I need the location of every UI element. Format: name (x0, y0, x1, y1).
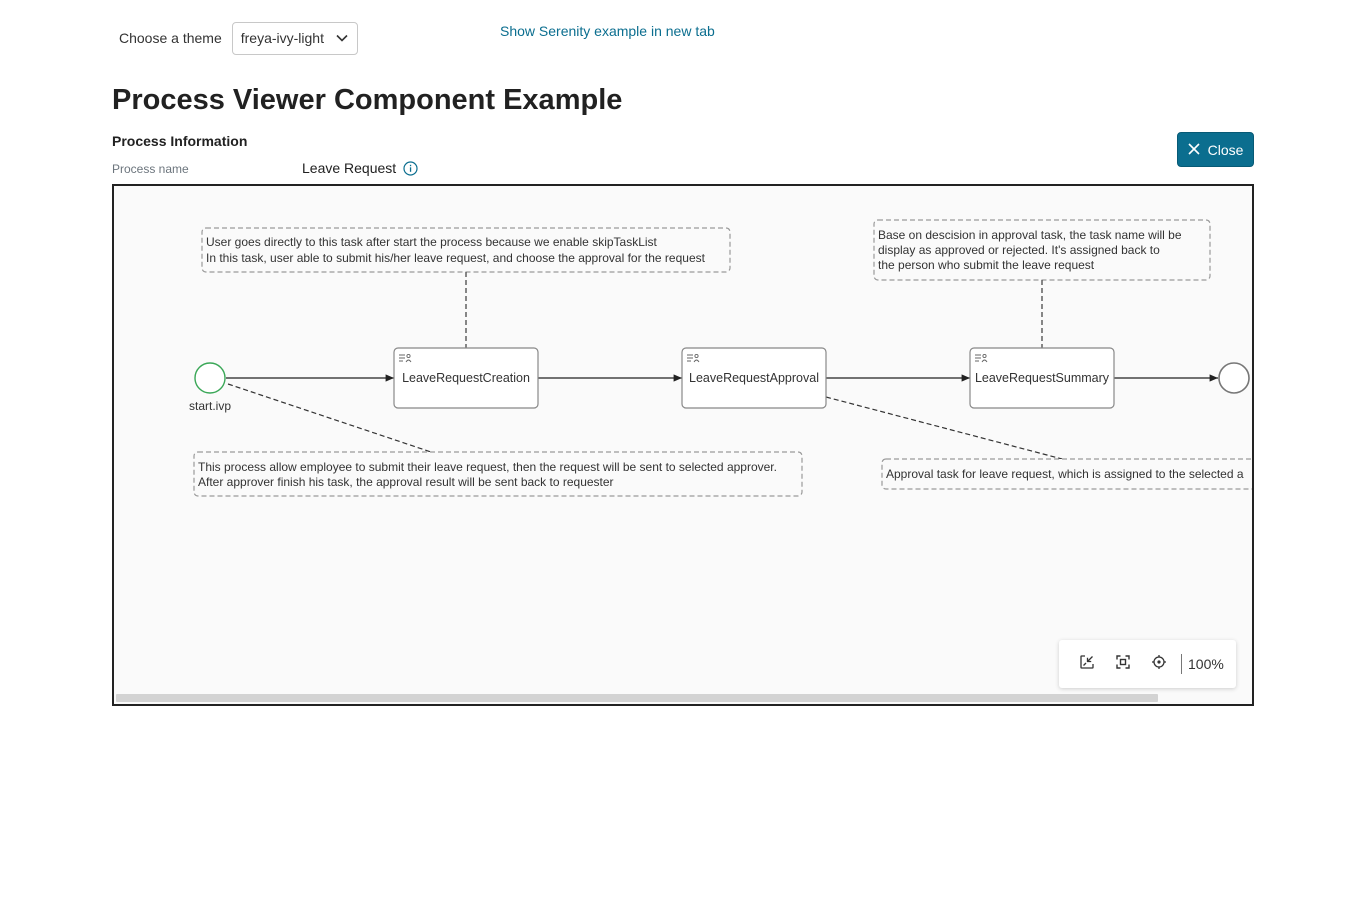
task-leave-request-approval[interactable] (682, 348, 826, 408)
zoom-toolbar (1059, 640, 1236, 688)
serenity-example-link[interactable]: Show Serenity example in new tab (500, 23, 715, 39)
process-info-title: Process Information (112, 133, 248, 149)
fit-to-screen-icon (1115, 654, 1131, 675)
theme-chooser (119, 20, 358, 56)
process-name-value-row (302, 160, 418, 176)
note-summary[interactable] (874, 220, 1210, 280)
process-diagram (114, 186, 1252, 704)
process-viewer[interactable] (112, 184, 1254, 706)
close-button[interactable] (1177, 132, 1254, 167)
collapse-button[interactable] (1069, 646, 1105, 682)
zoom-level: 100% (1188, 656, 1224, 672)
note-process-line-2: After approver finish his task, the approval result will be sent back to requester (198, 475, 614, 489)
horizontal-scrollbar[interactable] (116, 694, 1158, 702)
note-creation-line-1: User goes directly to this task after start the process because we enable skipTaskList (206, 235, 657, 249)
theme-selected-value: freya-ivy-light (240, 30, 324, 46)
process-name-label: Process name (112, 162, 189, 176)
end-event[interactable] (1219, 363, 1249, 393)
note-summary-line-1: Base on descision in approval task, the task name will be (878, 228, 1182, 242)
chevron-down-icon (335, 31, 349, 45)
start-event[interactable] (195, 363, 225, 393)
task-leave-request-summary[interactable] (970, 348, 1114, 408)
note-approval[interactable] (882, 459, 1252, 489)
center-button[interactable] (1141, 646, 1177, 682)
close-icon (1188, 142, 1200, 158)
task-leave-request-creation[interactable] (394, 348, 538, 408)
note-creation-line-2: In this task, user able to submit his/her leave request, and choose the approval for the request (206, 251, 705, 265)
task-label: LeaveRequestApproval (689, 371, 819, 385)
page-title: Process Viewer Component Example (112, 84, 623, 116)
info-icon[interactable] (403, 161, 418, 176)
note-process[interactable] (194, 452, 802, 496)
note-process-line-1: This process allow employee to submit their leave request, then the request will be sent to selected approver. (198, 460, 777, 474)
zoom-separator (1181, 654, 1182, 674)
note-summary-line-3: the person who submit the leave request (878, 258, 1095, 272)
note-summary-line-2: display as approved or rejected. It's assigned back to (878, 243, 1160, 257)
process-name-value: Leave Request (302, 160, 397, 176)
note-creation[interactable] (202, 228, 730, 272)
theme-select[interactable] (232, 22, 358, 55)
note-approval-line-1: Approval task for leave request, which is assigned to the selected a (886, 467, 1244, 481)
theme-label: Choose a theme (119, 30, 222, 46)
center-icon (1151, 654, 1167, 675)
start-event-label: start.ivp (188, 399, 232, 413)
collapse-icon (1079, 654, 1095, 675)
task-label: LeaveRequestCreation (402, 371, 530, 385)
close-button-label: Close (1207, 141, 1244, 158)
task-label: LeaveRequestSummary (974, 371, 1110, 385)
fit-to-screen-button[interactable] (1105, 646, 1141, 682)
